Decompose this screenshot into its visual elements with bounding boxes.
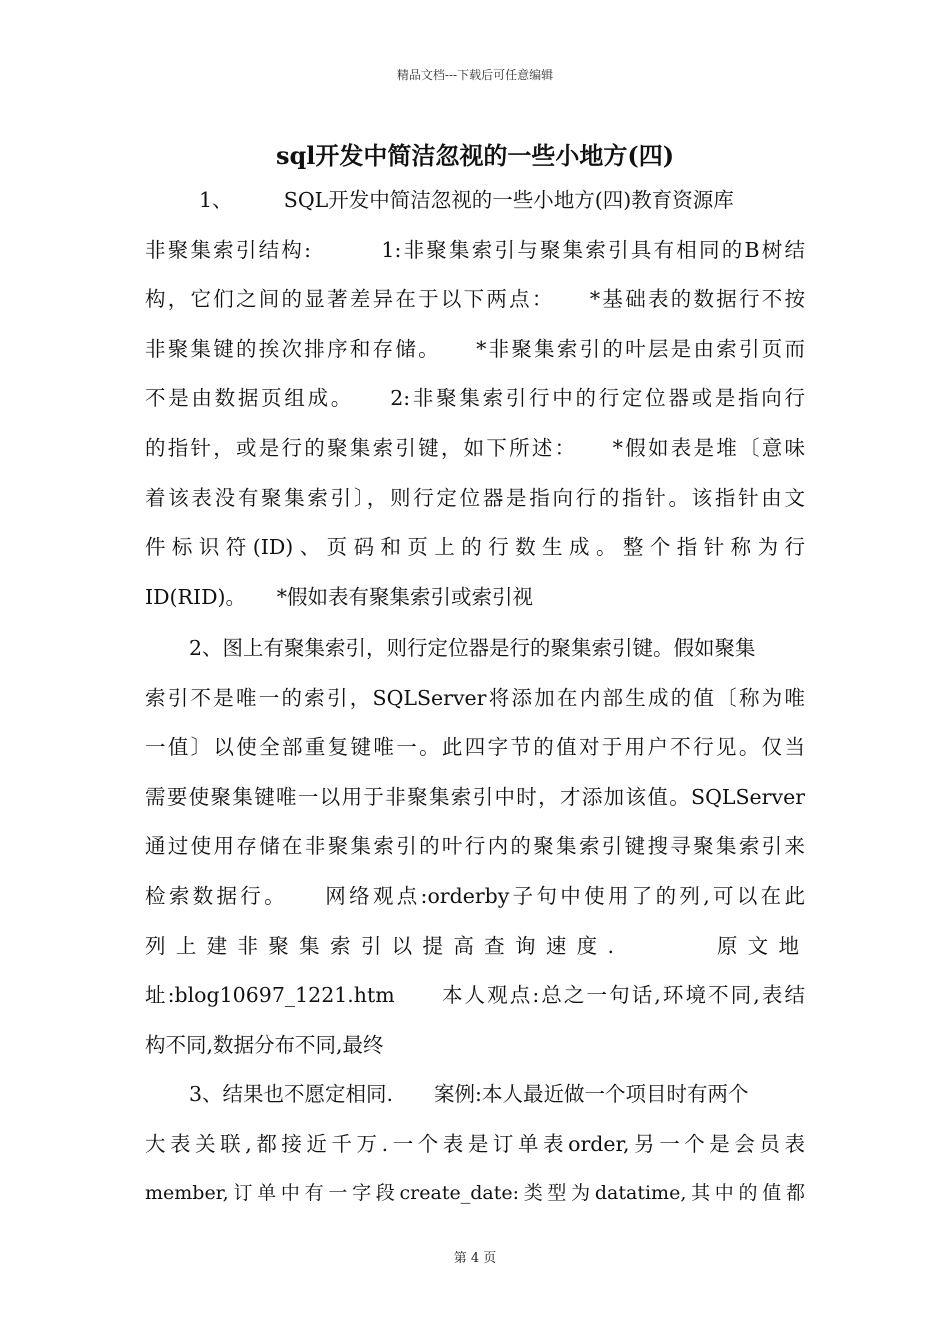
text-line: 通过使用存储在非聚集索引的叶行内的聚集索引键搜寻聚集索引来 xyxy=(145,834,805,859)
text-line: 检索数据行。 网络观点:orderby子句中使用了的列,可以在此 xyxy=(145,883,805,908)
paragraph-3 xyxy=(145,1070,805,1219)
text-line: 的指针，或是行的聚集索引键，如下所述： *假如表是堆〔意味 xyxy=(145,435,805,460)
text-line: member,订单中有一字段create_date:类型为datatime,其中的值都 xyxy=(145,1182,805,1205)
text-line: 址:blog10697_1221.htm 本人观点:总之一句话,环境不同,表结 xyxy=(145,983,805,1008)
text-line: 需要使聚集键唯一以用于非聚集索引中时，才添加该值。SQLServer xyxy=(145,784,805,809)
text-line: 2、图上有聚集索引，则行定位器是行的聚集索引键。假如聚集 xyxy=(189,636,756,660)
text-line: 件标识符(ID)、页码和页上的行数生成。整个指针称为行 xyxy=(145,535,805,560)
page-number: 第 4 页 xyxy=(453,1251,497,1266)
text-line: 构不同,数据分布不同,最终 xyxy=(145,1032,384,1057)
text-line: 非聚集键的挨次排序和存储。 *非聚集索引的叶层是由索引页而 xyxy=(145,336,805,361)
text-line: 非聚集索引结构: 1:非聚集索引与聚集索引具有相同的B树结 xyxy=(145,237,805,262)
document-title: sql开发中简洁忽视的一些小地方(四) xyxy=(275,141,675,170)
text-line: 不是由数据页组成。 2:非聚集索引行中的行定位器或是指向行 xyxy=(145,386,805,411)
paragraph-2 xyxy=(145,624,805,1070)
text-line: 一值〕以使全部重复键唯一。此四字节的值对于用户不行见。仅当 xyxy=(145,735,805,760)
text-line: 着该表没有聚集索引〕，则行定位器是指向行的指针。该指针由文 xyxy=(145,485,805,510)
text-line: 列上建非聚集索引以提高查询速度. 原文地 xyxy=(145,933,805,958)
text-line: 3、结果也不愿定相同. 案例:本人最近做一个项目时有两个 xyxy=(189,1082,749,1106)
text-line: 索引不是唯一的索引，SQLServer将添加在内部生成的值〔称为唯 xyxy=(145,685,805,710)
text-line: 构，它们之间的显著差异在于以下两点： *基础表的数据行不按 xyxy=(145,287,805,312)
text-line: ID(RID)。 *假如表有聚集索引或索引视 xyxy=(145,584,533,609)
paragraph-1 xyxy=(145,176,805,622)
text-line: 1、 SQL开发中简洁忽视的一些小地方(四)教育资源库 xyxy=(199,188,734,212)
page-header: 精品文档---下载后可任意编辑 xyxy=(396,68,554,82)
text-line: 大表关联,都接近千万.一个表是订单表order,另一个是会员表 xyxy=(145,1131,805,1156)
